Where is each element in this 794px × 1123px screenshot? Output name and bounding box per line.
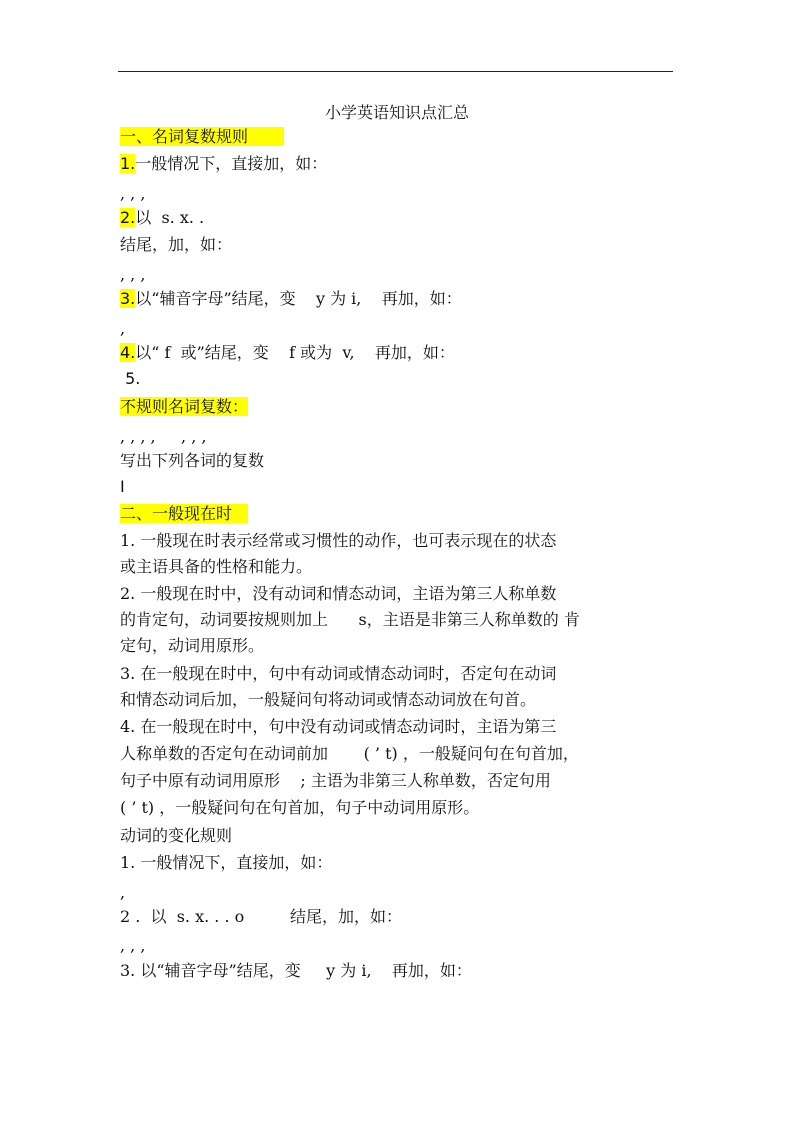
noun-rule-1 (120, 153, 327, 175)
noun-rule-2-continued: 结尾，加，如： (120, 235, 233, 254)
noun-rule-3 (120, 288, 462, 310)
present-rule-2-line-3: 定句，动词用原形。 (120, 636, 265, 655)
noun-rule-4 (120, 342, 455, 364)
verb-rules-heading: 动词的变化规则 (120, 826, 233, 845)
section-heading-text: 二、一般现在时 (120, 504, 248, 523)
section-heading-noun-plural (120, 126, 284, 148)
rule-number: 2. (120, 208, 136, 227)
present-rule-1-line-2: 或主语具备的性格和能力。 (120, 557, 313, 576)
rule-number: 3. (120, 289, 136, 308)
present-rule-1-line-1: 1. 一般现在时表示经常或习惯性的动作，也可表示现在的状态 (120, 531, 557, 550)
noun-rule-3-examples: , (120, 319, 126, 338)
present-rule-4-line-3: 句子中原有动词用原形 ; 主语为非第三人称单数，否定句用 (120, 771, 551, 790)
irregular-plural-text: 不规则名词复数： (120, 397, 249, 416)
present-rule-4-line-2: 人称单数的否定句在动词前加 ( ’ t) ，一般疑问句在句首加， (120, 744, 579, 763)
noun-rule-5: 5. (120, 369, 141, 388)
section-heading-text: 一、名词复数规则 (120, 127, 284, 146)
verb-rule-1: 1. 一般情况下，直接加，如： (120, 853, 333, 872)
present-rule-4-line-4: ( ’ t) ，一般疑问句在句首加，句子中动词用原形。 (120, 798, 480, 817)
rule-number: 1. (120, 154, 136, 173)
practice-instruction: 写出下列各词的复数 (120, 451, 265, 470)
noun-rule-1-examples: , , , (120, 184, 146, 203)
page-title: 小学英语知识点汇总 (324, 103, 469, 122)
verb-rule-2: 2 . 以 s. x. . . o 结尾，加，如： (120, 907, 403, 926)
present-rule-2-line-1: 2. 一般现在时中，没有动词和情态动词，主语为第三人称单数 (120, 584, 557, 603)
rule-number: 4. (120, 343, 136, 362)
practice-answer: I (120, 477, 125, 496)
header-rule (118, 71, 673, 72)
noun-rule-2-examples: , , , (120, 265, 146, 284)
rule-text: 以“辅音字母”结尾，变 y 为 i, 再加，如： (135, 289, 462, 308)
irregular-plural-examples: , , , , , , , (120, 427, 207, 446)
verb-rule-3: 3. 以“辅音字母”结尾，变 y 为 i, 再加，如： (120, 961, 472, 980)
noun-rule-2 (120, 207, 204, 229)
present-rule-4-line-1: 4. 在一般现在时中，句中没有动词或情态动词时，主语为第三 (120, 717, 557, 736)
section-heading-present-simple (120, 503, 248, 525)
rule-text: 以“ f 或”结尾，变 f 或为 v, 再加，如： (135, 343, 455, 362)
present-rule-3-line-1: 3. 在一般现在时中，句中有动词或情态动词时，否定句在动词 (120, 664, 557, 683)
irregular-plural-heading (120, 396, 248, 418)
rule-text: 以 s. x. . (135, 208, 205, 227)
verb-rule-2-examples: , , , (120, 936, 146, 955)
rule-text: 一般情况下，直接加，如： (135, 154, 328, 173)
verb-rule-1-examples: , (120, 883, 126, 902)
present-rule-2-line-2: 的肯定句，动词要按规则加上 s，主语是非第三人称单数的 肯 (120, 610, 580, 629)
present-rule-3-line-2: 和情态动词后加，一般疑问句将动词或情态动词放在句首。 (120, 690, 537, 709)
